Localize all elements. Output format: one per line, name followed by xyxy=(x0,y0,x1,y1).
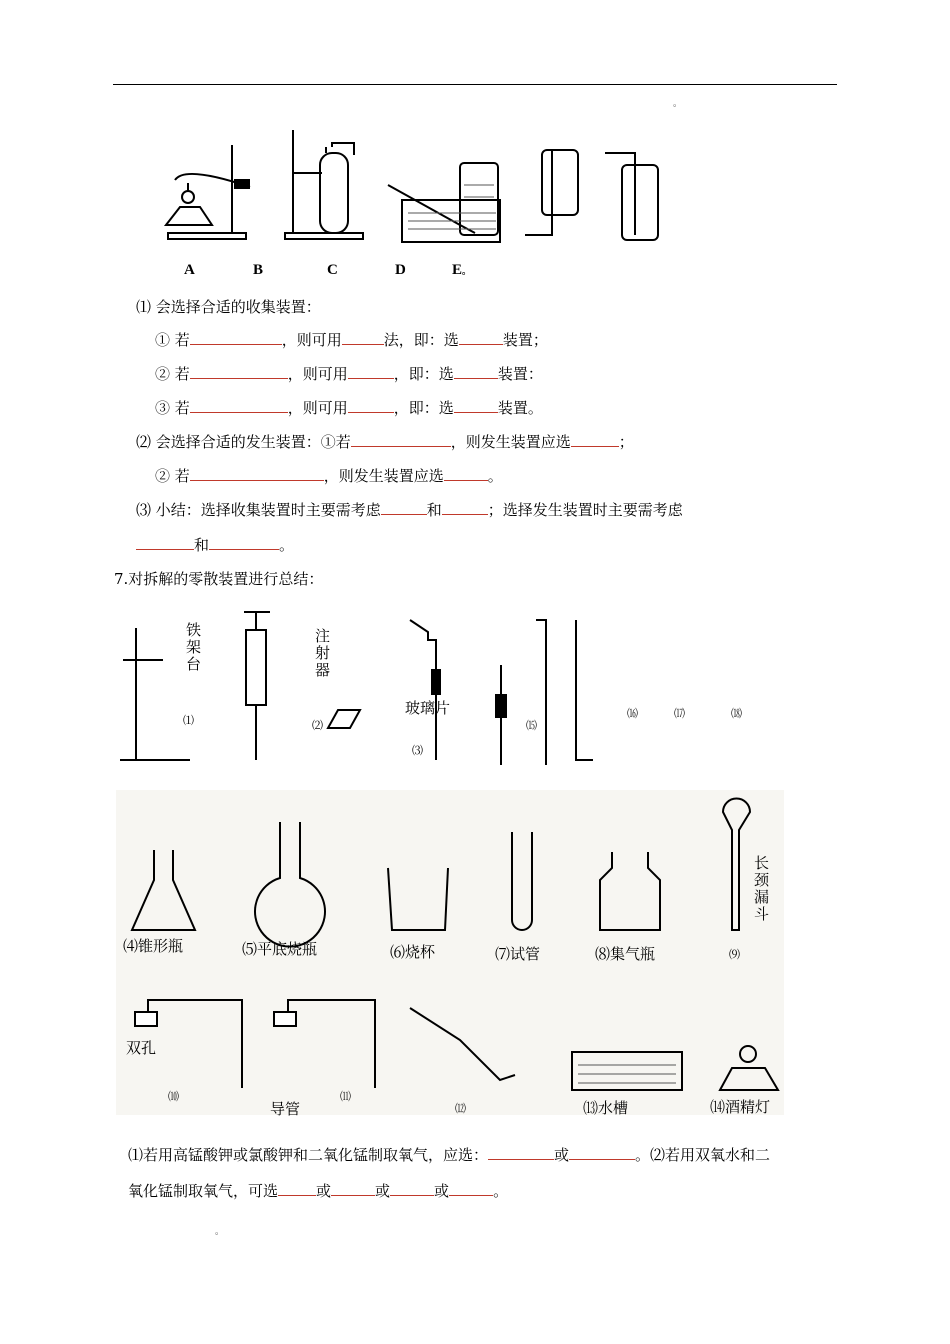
answer-blank[interactable] xyxy=(136,535,194,550)
q2-line-1: ⑵ 会选择合适的发生装置：①若 ，则发生装置应选 ； xyxy=(136,433,634,451)
part-number-2: ⑵ xyxy=(312,719,323,732)
bottom-mark: 。 xyxy=(215,1227,225,1237)
part-number-3: ⑶ xyxy=(412,744,423,757)
final-question-line-1: ⑴若用高锰酸钾或氯酸钾和二氧化锰制取氧气，应选： 或 。⑵若用双氧水和二 xyxy=(128,1146,771,1164)
long-funnel-label: 长颈漏斗 xyxy=(752,855,770,923)
part-number-16: ⒃ xyxy=(627,707,638,720)
flat-flask-label: ⑸平底烧瓶 xyxy=(242,940,318,958)
apparatus-label-c: C xyxy=(327,262,338,278)
glass-plate-label: 玻璃片 xyxy=(405,699,451,717)
conical-flask-label: ⑷锥形瓶 xyxy=(123,937,184,955)
part-number-18: ⒅ xyxy=(731,707,742,720)
test-tube-label: ⑺试管 xyxy=(495,945,541,963)
syringe-label: 注射器 xyxy=(313,628,331,679)
part-number-1: ⑴ xyxy=(183,714,194,727)
answer-blank[interactable] xyxy=(278,1181,316,1196)
apparatus-label-e: E。 xyxy=(452,262,472,278)
parts-glassware-figure xyxy=(120,790,785,1110)
apparatus-figure xyxy=(160,125,680,250)
q2-line-2: ② 若 ，则发生装置应选 。 xyxy=(155,467,503,485)
final-question-line-2: 氧化锰制取氧气，可选 或 或 或 。 xyxy=(128,1182,509,1200)
answer-blank[interactable] xyxy=(454,398,498,413)
apparatus-label-a: A xyxy=(184,262,195,278)
answer-blank[interactable] xyxy=(190,466,324,481)
answer-blank[interactable] xyxy=(569,1145,635,1160)
section-7-title: 7.对拆解的零散装置进行总结： xyxy=(114,570,324,588)
answer-blank[interactable] xyxy=(442,500,488,515)
apparatus-label-d: D xyxy=(395,262,406,278)
answer-blank[interactable] xyxy=(488,1145,554,1160)
conduit-label: 导管 xyxy=(270,1100,301,1118)
gas-bottle-label: ⑻集气瓶 xyxy=(595,945,656,963)
answer-blank[interactable] xyxy=(381,500,427,515)
answer-blank[interactable] xyxy=(331,1181,375,1196)
top-mark: 。 xyxy=(673,99,683,109)
q3-line-2: 和 。 xyxy=(136,534,294,555)
answer-blank[interactable] xyxy=(390,1181,434,1196)
q3-line-1: ⑶ 小结：选择收集装置时主要需考虑 和 ；选择发生装置时主要需考虑 xyxy=(136,501,683,519)
apparatus-label-b: B xyxy=(253,262,264,278)
iron-stand-label: 铁架台 xyxy=(184,622,202,673)
answer-blank[interactable] xyxy=(449,1181,493,1196)
q1-title: ⑴ 会选择合适的收集装置： xyxy=(136,298,321,316)
answer-blank[interactable] xyxy=(444,466,488,481)
q1-line-2: ② 若 ，则可用 ，即：选 装置： xyxy=(155,365,543,383)
part-number-10: ⑽ xyxy=(168,1090,179,1103)
q1-line-1: ① 若 ，则可用 法，即：选 装置； xyxy=(155,331,548,349)
header-rule xyxy=(113,84,837,85)
alcohol-lamp-label: ⒁酒精灯 xyxy=(710,1098,771,1116)
answer-blank[interactable] xyxy=(459,330,503,345)
answer-blank[interactable] xyxy=(571,432,619,447)
answer-blank[interactable] xyxy=(209,535,279,550)
part-number-15: ⒂ xyxy=(526,719,537,732)
answer-blank[interactable] xyxy=(190,398,288,413)
beaker-label: ⑹烧杯 xyxy=(390,943,436,961)
double-hole-label: 双孔 xyxy=(126,1039,157,1057)
answer-blank[interactable] xyxy=(190,330,282,345)
answer-blank[interactable] xyxy=(351,432,451,447)
sink-label: ⒀水槽 xyxy=(583,1099,629,1117)
part-number-17: ⒄ xyxy=(674,707,685,720)
answer-blank[interactable] xyxy=(454,364,498,379)
answer-blank[interactable] xyxy=(190,364,288,379)
answer-blank[interactable] xyxy=(348,398,394,413)
part-number-9: ⑼ xyxy=(729,948,740,961)
answer-blank[interactable] xyxy=(342,330,384,345)
part-number-12: ⑿ xyxy=(455,1102,466,1115)
answer-blank[interactable] xyxy=(348,364,394,379)
part-number-11: ⑾ xyxy=(340,1090,351,1103)
q1-line-3: ③ 若 ，则可用 ，即：选 装置。 xyxy=(155,399,543,417)
